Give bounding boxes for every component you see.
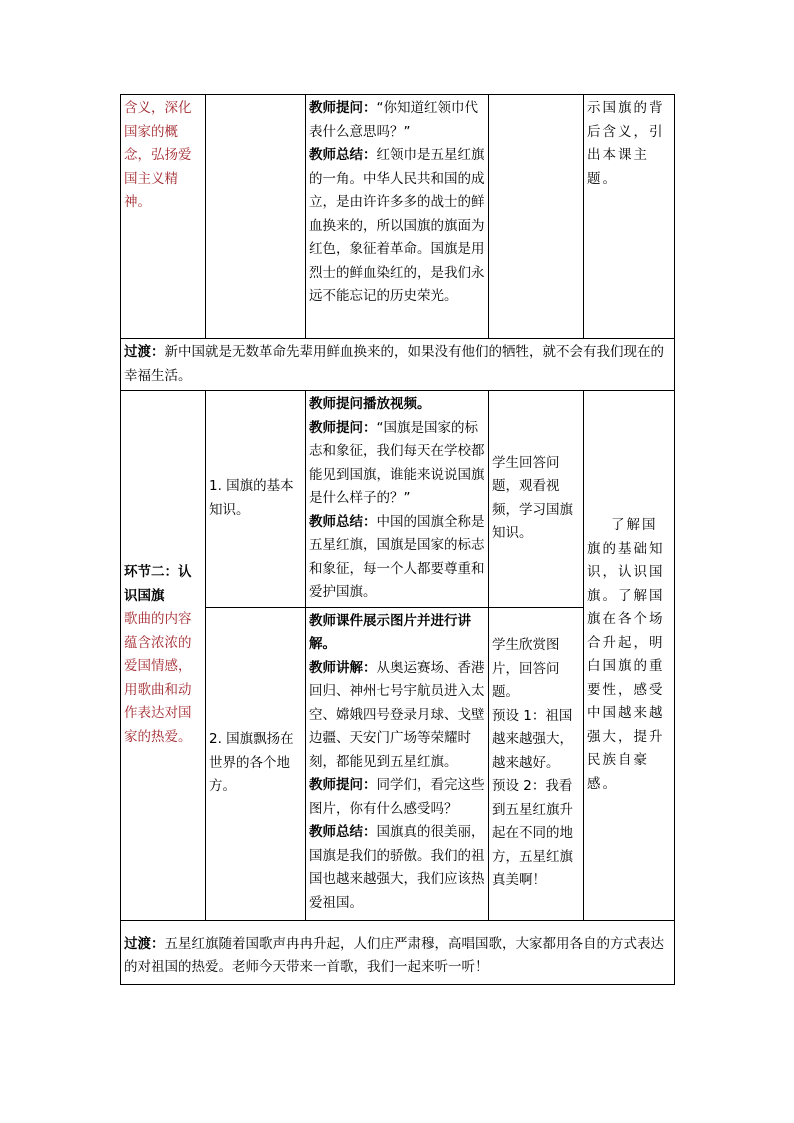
teacher-line: 教师提问：“你知道红领巾代表什么意思吗？”: [309, 100, 478, 140]
teacher-activity-cell: [306, 95, 489, 339]
teacher-line: 教师总结：红领巾是五星红旗的一角。中华人民共和国的成立，是由许许多多的战士的鲜血换来的，所以国旗的旗面为红色，象征着革命。国旗是用烈士的鲜血染红的，是我们永远不能忘记的历史荣光。: [309, 147, 485, 304]
teacher-heading: 教师提问播放视频。: [309, 396, 431, 412]
goal-text: 含义，深化国家的概念，弘扬爱国主义精神。: [124, 100, 192, 210]
transition-row: [121, 920, 675, 984]
transition-label: 过渡：: [124, 344, 165, 360]
student-activity-cell: [489, 607, 584, 920]
student-line: 预设 1：祖国越来越强大，越来越好。: [492, 707, 573, 771]
student-line: 预设 2：我看到五星红旗升起在不同的地方，五星红旗真美啊！: [492, 778, 573, 889]
transition-text: 五星红旗随着国歌声冉冉升起，人们庄严肃穆，高唱国歌，大家都用各自的方式表达的对祖国的热爱。老师今天带来一首歌，我们一起来听一听！: [124, 935, 664, 975]
topic-cell: [206, 607, 306, 920]
transition-text: 新中国就是无数革命先辈用鲜血换来的，如果没有他们的牺牲，就不会有我们现在的幸福生活。: [124, 344, 664, 384]
topic-cell: [206, 391, 306, 608]
lesson-plan-table: [120, 94, 675, 985]
teacher-line: 教师总结：国旗真的很美丽，国旗是我们的骄傲。我们的祖国也越来越强大，我们应该热爱祖国。: [309, 824, 485, 911]
design-intent-text: 示国旗的背后含义，引出本课主题。: [587, 100, 665, 187]
transition-cell: [121, 920, 675, 984]
teacher-activity-cell: [306, 607, 489, 920]
design-intent-cell: [584, 391, 675, 921]
teacher-line: 教师提问：同学们，看完这些图片，你有什么感受吗？: [309, 777, 485, 817]
transition-row: [121, 339, 675, 391]
goal-cell: [121, 95, 206, 339]
teacher-activity-cell: [306, 391, 489, 608]
student-activity-cell-empty: [489, 95, 584, 339]
topic-text: 1. 国旗的基本知识。: [209, 478, 294, 518]
teacher-line: 教师提问：“国旗是国家的标志和象征，我们每天在学校都能见到国旗，谁能来说说国旗是什么样子的？”: [309, 419, 485, 506]
teacher-line: 教师总结：中国的国旗全称是五星红旗，国旗是国家的标志和象征，每一个人都要尊重和爱护国旗。: [309, 513, 485, 600]
transition-cell: [121, 339, 675, 391]
row-flag-basics: [121, 391, 675, 608]
topic-cell-empty: [206, 95, 306, 339]
section-goal: 歌曲的内容蕴含浓浓的爱国情感，用歌曲和动作表达对国家的热爱。: [124, 611, 192, 745]
student-text: 学生回答问题，观看视频，学习国旗知识。: [492, 454, 573, 542]
row-flag-meaning: [121, 95, 675, 339]
teacher-heading: 教师课件展示图片并进行讲解。: [309, 612, 471, 652]
student-line: 学生欣赏图片，回答问题。: [492, 637, 560, 701]
teacher-line: 教师讲解：从奥运赛场、香港回归、神州七号宇航员进入太空、嫦娥四号登录月球、戈壁边疆、天安门广场等荣耀时刻，都能见到五星红旗。: [309, 659, 485, 770]
section-title: 环节二：认识国旗: [124, 564, 192, 604]
design-intent-cell: [584, 95, 675, 339]
transition-label: 过渡：: [124, 935, 165, 952]
topic-text: 2. 国旗飘扬在世界的各个地方。: [209, 731, 294, 795]
section-cell: [121, 391, 206, 921]
student-activity-cell: [489, 391, 584, 608]
design-intent-text: 了解国旗的基础知识，认识国旗。了解国旗在各个场合升起，明白国旗的重要性，感受中国越来越强大，提升民族自豪感。: [587, 517, 665, 792]
